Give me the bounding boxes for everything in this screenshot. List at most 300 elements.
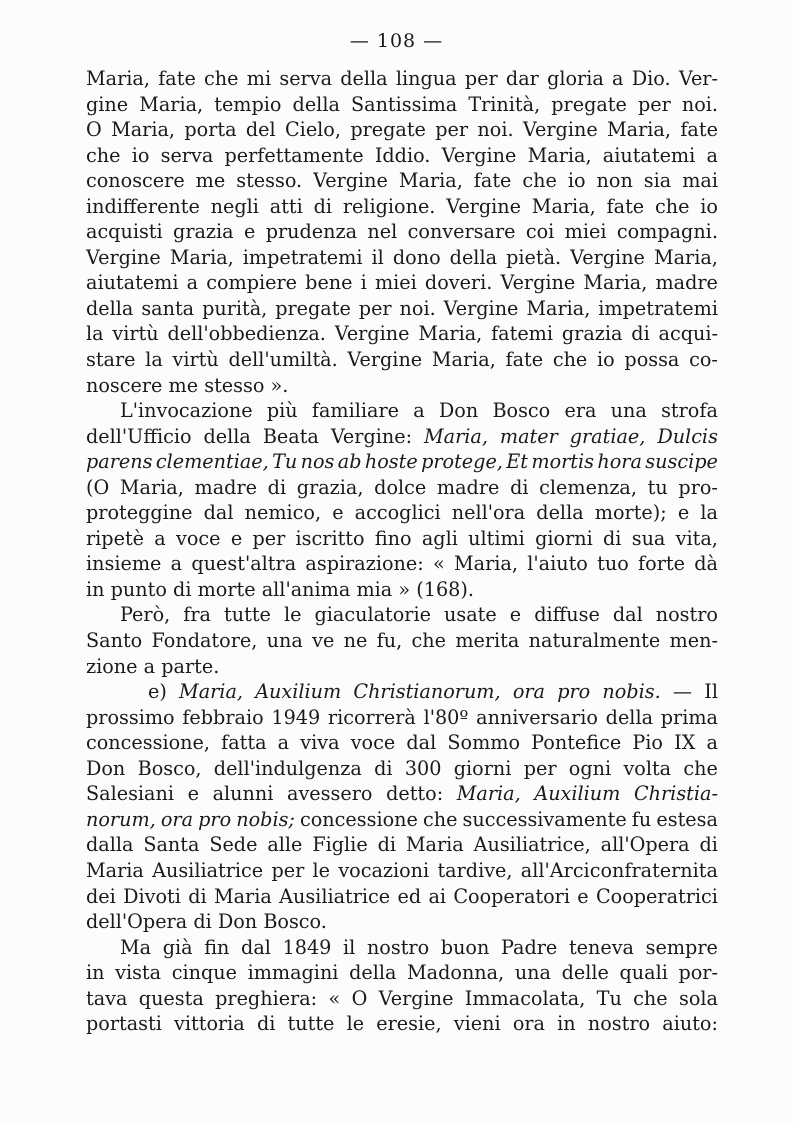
word: mai — [682, 169, 718, 193]
word: Dio. — [631, 67, 671, 90]
word: Don — [217, 910, 258, 934]
text-line — [86, 935, 718, 961]
word: doveri. — [424, 271, 493, 295]
word: a — [277, 731, 290, 755]
word: questa — [138, 986, 204, 1010]
word: naturalmente — [528, 629, 661, 653]
word: Trinità, — [468, 92, 541, 116]
italic-word: Christia- — [633, 782, 718, 806]
word: pregate — [551, 92, 627, 116]
word: febbraio — [182, 705, 264, 729]
text-line — [86, 245, 718, 271]
word: Però, — [120, 603, 171, 627]
word: dell'indulgenza — [213, 756, 362, 780]
word: mi — [246, 67, 272, 90]
word: Bosco — [492, 399, 551, 423]
word: Maria, — [139, 92, 204, 116]
word: grazia — [561, 322, 623, 346]
word: fate — [158, 67, 196, 90]
italic-word: nobis; — [236, 807, 295, 831]
text-line — [86, 424, 718, 450]
word: gloria — [547, 67, 604, 90]
word: che — [422, 807, 458, 831]
word: dà — [694, 552, 718, 576]
word: in — [557, 1012, 576, 1036]
text-line — [86, 960, 718, 986]
word: a — [143, 654, 156, 678]
word: la — [700, 501, 718, 525]
word: di — [173, 577, 192, 601]
word: quali — [619, 961, 668, 985]
word: compiere — [206, 271, 298, 295]
word: e — [509, 603, 522, 627]
word: Cooperatori — [453, 884, 570, 908]
word: conversare — [407, 220, 516, 244]
word: tava — [86, 986, 128, 1010]
word: di — [188, 884, 207, 908]
word: fra — [183, 603, 211, 627]
text-line — [86, 475, 718, 501]
italic-word: Maria, — [179, 680, 243, 704]
word: pregate — [275, 296, 351, 320]
word: me — [168, 373, 199, 397]
word: non — [596, 169, 633, 193]
word: fate — [473, 169, 512, 193]
word: por- — [678, 961, 718, 985]
word: a — [612, 67, 624, 90]
text-line — [86, 449, 718, 475]
italic-word: nos — [300, 450, 335, 474]
word: della — [203, 424, 251, 448]
word: per — [271, 858, 305, 882]
word: una — [610, 399, 647, 423]
word: dei — [86, 884, 116, 908]
word: ricorrerà — [327, 705, 416, 729]
word: di — [256, 1012, 276, 1036]
word: in — [86, 577, 105, 601]
word: dolce — [374, 475, 427, 499]
text-line — [86, 551, 718, 577]
word: forte — [638, 552, 685, 576]
word: quest'altra — [191, 552, 297, 576]
word: Ma — [120, 935, 152, 959]
word: usate — [444, 603, 497, 627]
word: estesa — [656, 807, 718, 831]
word: grazia, — [296, 475, 364, 499]
word: delle — [561, 961, 609, 985]
word: aiuto: — [662, 1012, 718, 1036]
word: per — [435, 118, 469, 142]
word: Vergine — [446, 194, 521, 218]
word: anniversario — [476, 705, 598, 729]
word: cinque — [171, 961, 237, 985]
word: preghiera: — [215, 986, 318, 1010]
word: Cielo, — [285, 118, 341, 142]
word: Maria, — [111, 118, 176, 142]
italic-word: hoste — [364, 450, 418, 474]
word: familiare — [311, 399, 399, 423]
word: e — [577, 884, 589, 908]
word: L'invocazione — [120, 399, 253, 423]
word: aiutatemi — [602, 143, 696, 167]
word: Vergine — [443, 296, 519, 320]
word: ultimi — [468, 526, 525, 550]
word: dal — [406, 731, 437, 755]
word: Maria — [213, 884, 272, 908]
word: conoscere — [86, 169, 185, 193]
word: madre — [194, 475, 257, 499]
word: ora — [512, 1012, 545, 1036]
word: merita — [455, 629, 520, 653]
text-line — [86, 654, 718, 680]
word: della — [605, 705, 654, 729]
word: noscere — [86, 373, 163, 397]
word: Fondatore, — [151, 629, 258, 653]
word: sempre — [645, 935, 718, 959]
word: prossimo — [86, 705, 175, 729]
word: di — [603, 526, 622, 550]
word: « — [433, 552, 445, 576]
text-line — [86, 270, 718, 296]
word: Sede — [209, 833, 258, 857]
word: Figlie — [312, 833, 368, 857]
text-line — [86, 296, 718, 322]
word: di — [267, 475, 287, 499]
word: » — [398, 577, 411, 601]
word: strofa — [661, 399, 718, 423]
word: le — [346, 1012, 365, 1036]
word: Ausiliatrice — [279, 884, 391, 908]
word: della — [292, 92, 340, 116]
word: morte); — [594, 501, 667, 525]
word: impetratemi — [598, 296, 718, 320]
word: dar — [505, 67, 539, 90]
word: per — [637, 92, 671, 116]
word: indifferente — [86, 194, 200, 218]
word: bene — [305, 271, 353, 295]
text-line — [86, 781, 718, 807]
word: ed — [397, 884, 422, 908]
word: portasti — [86, 1012, 162, 1036]
text-line — [86, 143, 718, 169]
word: buon — [440, 935, 490, 959]
word: teneva — [568, 935, 634, 959]
word: voce — [350, 731, 396, 755]
text-line — [86, 884, 718, 910]
italic-word: clementiae, — [155, 450, 269, 474]
word: parte. — [161, 654, 220, 678]
word: ». — [270, 373, 289, 397]
word: noi. — [399, 296, 436, 320]
word: vita, — [675, 526, 718, 550]
word: che — [654, 194, 690, 218]
word: compagni. — [616, 220, 718, 244]
word: che — [411, 629, 446, 653]
word: tempio — [214, 92, 282, 116]
word: fu — [631, 807, 652, 831]
text-line — [86, 347, 718, 373]
italic-word: pro — [557, 680, 591, 704]
italic-word: pro — [198, 807, 232, 831]
word: porta — [184, 118, 237, 142]
italic-word: Et — [506, 450, 528, 474]
italic-word: mater — [499, 424, 558, 448]
word: O — [86, 118, 102, 142]
word: Maria, — [169, 245, 234, 269]
word: 300 — [404, 756, 442, 780]
italic-word: norum, — [86, 807, 156, 831]
italic-word: parens — [86, 450, 153, 474]
word: 1949 — [271, 705, 321, 729]
word: dono — [392, 245, 441, 269]
word: che — [86, 143, 121, 167]
word: detto: — [386, 782, 444, 806]
word: noi. — [477, 118, 514, 142]
word: io — [567, 169, 586, 193]
word: vittoria — [174, 1012, 245, 1036]
word: virtù — [112, 322, 159, 346]
text-line — [86, 577, 718, 603]
word: e — [230, 526, 243, 550]
word: « — [328, 986, 341, 1010]
word: sua — [631, 526, 666, 550]
word: stare — [86, 348, 136, 372]
word: alle — [267, 833, 303, 857]
word: io — [597, 348, 615, 372]
word: Maria, — [531, 194, 596, 218]
word: Maria, — [527, 143, 592, 167]
word: Ausiliatrice, — [473, 833, 591, 857]
word: zione — [86, 654, 138, 678]
word: stesso — [204, 373, 265, 397]
word: mia — [356, 577, 393, 601]
word: della — [340, 67, 388, 90]
word: Vergine — [441, 143, 517, 167]
italic-word: protege, — [421, 450, 503, 474]
word: Maria, — [454, 552, 518, 576]
italic-word: nobis. — [602, 680, 661, 704]
italic-word: Dulcis — [657, 424, 718, 448]
word: Beata — [262, 424, 319, 448]
word: per — [252, 526, 286, 550]
italic-word: Christianorum, — [353, 680, 501, 704]
word: stesso. — [236, 169, 303, 193]
word: fino — [374, 526, 412, 550]
text-line — [86, 168, 718, 194]
word: la — [145, 348, 163, 372]
word: a — [706, 731, 718, 755]
word: Don — [438, 399, 479, 423]
word: miei — [374, 271, 417, 295]
word: coi — [525, 220, 555, 244]
word: sola — [678, 986, 718, 1010]
word: atti — [269, 194, 303, 218]
word: pro- — [678, 475, 718, 499]
word: l'aiuto — [527, 552, 588, 576]
word: dell'obbedienza. — [167, 322, 326, 346]
word: Madonna, — [407, 961, 505, 985]
word: clemenza, — [539, 475, 637, 499]
word: Santissima — [350, 92, 458, 116]
word: fate — [680, 118, 718, 142]
word: Bosco, — [137, 756, 202, 780]
word: che — [204, 67, 239, 90]
word: Maria — [86, 858, 144, 882]
word: vocazioni — [338, 858, 430, 882]
text-line — [86, 321, 718, 347]
word: dal — [612, 603, 643, 627]
word: morte — [197, 577, 256, 601]
word: aspirazione: — [305, 552, 424, 576]
word: Iddio. — [374, 143, 431, 167]
word: madre — [655, 271, 718, 295]
word: alunni — [212, 782, 274, 806]
word: diffuse — [534, 603, 600, 627]
word: lingua — [395, 67, 457, 90]
text-line — [86, 705, 718, 731]
text-line — [86, 986, 718, 1012]
text-line — [86, 1011, 718, 1037]
word: a — [413, 399, 425, 423]
word: O — [351, 986, 368, 1010]
word: di — [699, 833, 718, 857]
word: prima — [660, 705, 718, 729]
word: di — [193, 910, 212, 934]
word: ve — [312, 629, 335, 653]
word: per — [523, 756, 557, 780]
word: Maria, — [526, 296, 591, 320]
word: pregate — [350, 118, 426, 142]
text-line — [86, 730, 718, 756]
word: giorni — [453, 756, 512, 780]
word: virtù — [172, 348, 219, 372]
word: nemico, — [244, 501, 322, 525]
word: tuo — [597, 552, 629, 576]
word: dell'umiltà. — [228, 348, 338, 372]
word: una — [514, 961, 551, 985]
word: dal — [203, 501, 234, 525]
word: che — [683, 756, 718, 780]
word: di — [313, 194, 332, 218]
word: Vergine: — [330, 424, 413, 448]
word: Maria, — [398, 169, 463, 193]
word: ai — [428, 884, 447, 908]
body-text — [86, 66, 718, 1037]
word: la — [86, 322, 104, 346]
word: (O — [86, 475, 110, 499]
italic-word: Maria, — [456, 782, 521, 806]
word: Il — [704, 680, 718, 704]
word: all'anima — [261, 577, 351, 601]
word: di — [510, 475, 529, 499]
word: che — [633, 986, 668, 1010]
word: Maria, — [86, 67, 150, 90]
word: vista — [115, 961, 162, 985]
word: e — [243, 220, 256, 244]
word: negli — [210, 194, 259, 218]
word: Maria, — [653, 245, 718, 269]
word: Santa — [143, 833, 200, 857]
word: Vergine — [313, 169, 388, 193]
text-line — [86, 628, 718, 654]
word: Vergine — [334, 322, 410, 346]
word: per — [358, 296, 392, 320]
word: madre — [436, 475, 500, 499]
word: giaculatorie — [314, 603, 431, 627]
word: più — [266, 399, 298, 423]
word: per — [464, 67, 498, 90]
text-line — [86, 807, 718, 833]
word: dal — [241, 935, 271, 959]
word: prudenza — [265, 220, 358, 244]
word: dalla — [86, 833, 134, 857]
word: le — [312, 858, 331, 882]
word: a — [706, 143, 718, 167]
word: in — [86, 961, 105, 985]
word: nel — [367, 220, 398, 244]
text-line — [86, 117, 718, 143]
word: concessione — [300, 807, 418, 831]
word: e — [677, 501, 690, 525]
word: ogni — [568, 756, 612, 780]
text-line — [86, 194, 718, 220]
word: 1849 — [282, 935, 332, 959]
italic-word: mortis — [531, 450, 594, 474]
word: a — [154, 526, 166, 550]
word: Vergine — [570, 245, 645, 269]
word: fin — [204, 935, 230, 959]
word: purità, — [202, 296, 268, 320]
word: l'80º — [423, 705, 469, 729]
word: fatemi — [491, 322, 554, 346]
word: accoglici — [354, 501, 441, 525]
text-line — [86, 909, 718, 935]
italic-word: ab — [337, 450, 362, 474]
word: proteggine — [86, 501, 193, 525]
word: Tu — [596, 986, 622, 1010]
word: immagini — [247, 961, 339, 985]
word: co- — [689, 348, 718, 372]
word: il — [371, 245, 384, 269]
word: a — [186, 271, 199, 295]
word: che — [522, 169, 557, 193]
word: Vergine — [378, 986, 454, 1010]
word: successivamente — [462, 807, 627, 831]
text-line — [86, 679, 718, 705]
word: una — [266, 629, 303, 653]
word: serva — [279, 67, 333, 90]
word: sia — [643, 169, 672, 193]
word: perfettamente — [224, 143, 364, 167]
word: Maria — [405, 833, 464, 857]
word: Pio — [632, 731, 663, 755]
word: Maria, — [418, 322, 483, 346]
text-line — [86, 526, 718, 552]
word: miei — [564, 220, 607, 244]
word: noi. — [681, 92, 718, 116]
word: aiutatemi — [86, 271, 179, 295]
italic-word: gratiae, — [569, 424, 646, 448]
word: e) — [148, 680, 167, 704]
word: Maria, — [583, 271, 648, 295]
page-number: — 108 — — [349, 30, 444, 52]
word: avessero — [287, 782, 373, 806]
word: iscritto — [295, 526, 365, 550]
word: dell'Opera — [86, 910, 188, 934]
word: le — [283, 603, 302, 627]
word: di — [377, 833, 396, 857]
italic-word: hora — [597, 450, 642, 474]
